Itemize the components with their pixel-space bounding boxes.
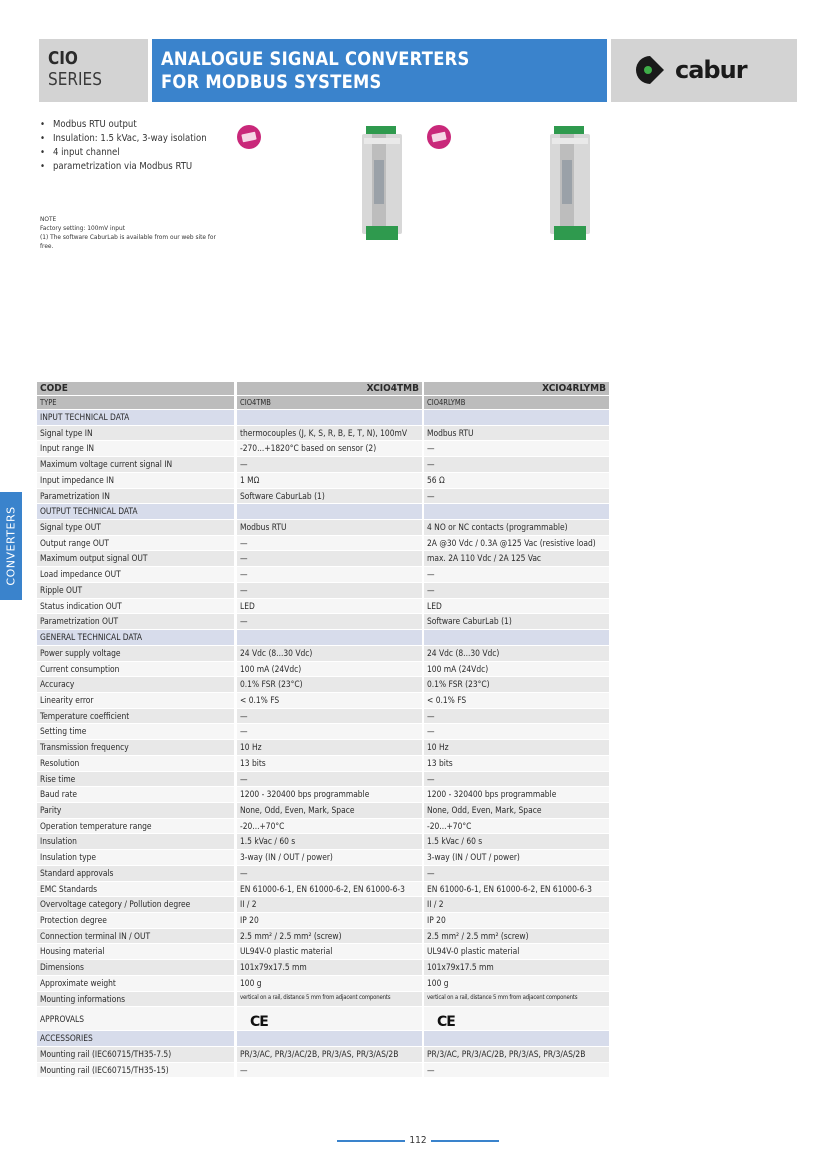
table-row [37,866,609,882]
cabur-logo-icon [633,53,773,87]
row-value: None, Odd, Even, Mark, Space [424,803,609,818]
table-row [37,772,609,788]
row-value: 1.5 kVac / 60 s [237,834,422,849]
row-value: IP 20 [424,913,609,928]
row-value: IP 20 [237,913,422,928]
row-value: — [237,772,422,787]
feature-item: • Insulation: 1.5 kVac, 3-way isolation [40,132,207,146]
row-value: 2A @30 Vdc / 0.3A @125 Vac (resistive load) [424,536,609,551]
row-label: Dimensions [37,960,234,975]
page-number: 112 [405,1135,431,1146]
row-value: -20...+70°C [424,819,609,834]
feature-item: • parametrization via Modbus RTU [40,160,207,174]
table-row [37,929,609,945]
row-value: Software CaburLab (1) [424,614,609,629]
note-block [40,215,230,251]
row-value: — [237,583,422,598]
table-row [37,944,609,960]
row-label: Baud rate [37,787,234,802]
table-row [37,662,609,678]
row-value: 100 mA (24Vdc) [424,662,609,677]
table-row [37,426,609,442]
row-value: 24 Vdc (8...30 Vdc) [237,646,422,661]
row-value: — [424,866,609,881]
row-label: Power supply voltage [37,646,234,661]
row-value: II / 2 [237,897,422,912]
row-label: Accuracy [37,677,234,692]
row-label: Overvoltage category / Pollution degree [37,897,234,912]
row-label: Mounting rail (IEC60715/TH35-15) [37,1063,234,1078]
section-title: ACCESSORIES [37,1031,234,1046]
row-value: Modbus RTU [237,520,422,535]
table-header-code [37,382,609,396]
row-value: 100 g [424,976,609,991]
row-label: Insulation [37,834,234,849]
row-value: 2.5 mm² / 2.5 mm² (screw) [424,929,609,944]
type-value: CIO4TMB [237,396,422,409]
row-label: Operation temperature range [37,819,234,834]
row-value: 24 Vdc (8...30 Vdc) [424,646,609,661]
row-value: — [237,1063,422,1078]
table-row [37,819,609,835]
table-row [37,551,609,567]
row-value: None, Odd, Even, Mark, Space [237,803,422,818]
table-row [37,740,609,756]
row-value: — [237,724,422,739]
table-row [37,646,609,662]
table-row [37,1047,609,1063]
page-title [152,39,607,102]
row-value: — [424,567,609,582]
row-label: Connection terminal IN / OUT [37,929,234,944]
row-value: 0.1% FSR (23°C) [237,677,422,692]
section-header [37,410,609,426]
row-label: Linearity error [37,693,234,708]
table-row [37,913,609,929]
row-value: 3-way (IN / OUT / power) [424,850,609,865]
row-value: — [424,441,609,456]
title-line-1: ANALOGUE SIGNAL CONVERTERS [161,48,470,70]
row-label: Status indication OUT [37,599,234,614]
row-value: 1200 - 320400 bps programmable [424,787,609,802]
table-row [37,536,609,552]
section-title: GENERAL TECHNICAL DATA [37,630,234,645]
code-value: XCIO4RLYMB [424,382,609,395]
row-value: LED [237,599,422,614]
approvals-row [37,1007,609,1031]
section-title: INPUT TECHNICAL DATA [37,410,234,425]
row-value: -20...+70°C [237,819,422,834]
row-value: — [237,551,422,566]
table-row [37,457,609,473]
row-value: — [237,567,422,582]
row-value: Software CaburLab (1) [237,489,422,504]
row-value: — [424,724,609,739]
table-row [37,567,609,583]
note-title: NOTE [40,215,57,223]
table-row [37,520,609,536]
row-label: Mounting informations [37,992,234,1007]
row-value: 2.5 mm² / 2.5 mm² (screw) [237,929,422,944]
row-value: — [424,709,609,724]
note-line: Factory setting: 100mV input [40,224,126,232]
row-label: Maximum voltage current signal IN [37,457,234,472]
table-row [37,489,609,505]
table-row [37,473,609,489]
table-row [37,441,609,457]
note-line: (1) The software CaburLab is available from our web site for free. [40,233,216,250]
approvals-label: APPROVALS [37,1007,234,1030]
row-label: Current consumption [37,662,234,677]
row-label: Input impedance IN [37,473,234,488]
table-row [37,709,609,725]
table-row [37,882,609,898]
table-row [37,1063,609,1079]
row-value: 101x79x17.5 mm [237,960,422,975]
row-value: — [424,457,609,472]
row-label: Input range IN [37,441,234,456]
row-value: -270...+1820°C based on sensor (2) [237,441,422,456]
row-label: Maximum output signal OUT [37,551,234,566]
row-label: Protection degree [37,913,234,928]
title-line-2: FOR MODBUS SYSTEMS [161,71,382,93]
table-row [37,850,609,866]
row-value: — [237,866,422,881]
row-value: 1200 - 320400 bps programmable [237,787,422,802]
row-label: Ripple OUT [37,583,234,598]
table-row [37,614,609,630]
row-label: Transmission frequency [37,740,234,755]
section-title: OUTPUT TECHNICAL DATA [37,504,234,519]
row-label: Insulation type [37,850,234,865]
row-label: Standard approvals [37,866,234,881]
section-header [37,504,609,520]
row-value: — [424,1063,609,1078]
feature-list [40,118,207,174]
row-value: 13 bits [237,756,422,771]
table-row [37,756,609,772]
row-value: LED [424,599,609,614]
row-label: Temperature coefficient [37,709,234,724]
row-value: — [237,709,422,724]
ce-mark-icon: CE [250,1014,268,1031]
row-value: vertical on a rail, distance 5 mm from adjacent components [424,992,609,1007]
row-value: < 0.1% FS [237,693,422,708]
row-value: < 0.1% FS [424,693,609,708]
series-box [39,39,148,102]
row-label: Signal type IN [37,426,234,441]
rail-mount-badge-icon [427,125,451,149]
table-row [37,693,609,709]
section-header [37,630,609,646]
series-label: SERIES [48,69,102,90]
spec-table [37,382,609,1078]
row-value: 1.5 kVac / 60 s [424,834,609,849]
row-value: — [237,457,422,472]
row-label: Parity [37,803,234,818]
row-value: EN 61000-6-1, EN 61000-6-2, EN 61000-6-3 [424,882,609,897]
section-header [37,1031,609,1047]
row-value: EN 61000-6-1, EN 61000-6-2, EN 61000-6-3 [237,882,422,897]
row-value: PR/3/AC, PR/3/AC/2B, PR/3/AS, PR/3/AS/2B [237,1047,422,1062]
code-value: XCIO4TMB [237,382,422,395]
row-value: 100 g [237,976,422,991]
row-value: 1 MΩ [237,473,422,488]
row-label: Parametrization IN [37,489,234,504]
row-label: Approximate weight [37,976,234,991]
row-value: UL94V-0 plastic material [237,944,422,959]
row-label: Load impedance OUT [37,567,234,582]
row-value: — [424,583,609,598]
svg-text:cabur: cabur [675,56,747,84]
type-value: CIO4RLYMB [424,396,609,409]
row-label: Parametrization OUT [37,614,234,629]
row-value: max. 2A 110 Vdc / 2A 125 Vac [424,551,609,566]
table-row [37,992,609,1008]
row-label: Setting time [37,724,234,739]
row-value: UL94V-0 plastic material [424,944,609,959]
rail-mount-badge-icon [237,125,261,149]
row-value: 0.1% FSR (23°C) [424,677,609,692]
row-value: PR/3/AC, PR/3/AC/2B, PR/3/AS, PR/3/AS/2B [424,1047,609,1062]
table-row [37,960,609,976]
row-value: — [424,772,609,787]
row-value: 10 Hz [237,740,422,755]
row-label: EMC Standards [37,882,234,897]
row-label: Signal type OUT [37,520,234,535]
table-header-type [37,396,609,410]
row-value: 101x79x17.5 mm [424,960,609,975]
section-side-tab [0,492,22,600]
table-row [37,724,609,740]
product-image-cio4tmb [352,120,412,245]
product-image-cio4rlymb [540,120,600,245]
row-value: thermocouples (J, K, S, R, B, E, T, N), 100mV [237,426,422,441]
row-value: — [424,489,609,504]
row-value: — [237,614,422,629]
table-row [37,677,609,693]
row-label: Housing material [37,944,234,959]
type-label: TYPE [37,396,234,409]
row-value: 4 NO or NC contacts (programmable) [424,520,609,535]
row-label: Mounting rail (IEC60715/TH35-7.5) [37,1047,234,1062]
row-value: — [237,536,422,551]
row-value: 56 Ω [424,473,609,488]
ce-mark-icon: CE [437,1014,455,1031]
table-row [37,599,609,615]
row-value: 13 bits [424,756,609,771]
table-row [37,583,609,599]
row-value: II / 2 [424,897,609,912]
table-row [37,803,609,819]
row-label: Resolution [37,756,234,771]
feature-item: • 4 input channel [40,146,207,160]
row-label: Output range OUT [37,536,234,551]
series-name: CIO [48,48,78,69]
cabur-logo [611,39,797,102]
row-value: vertical on a rail, distance 5 mm from adjacent components [237,992,422,1007]
row-label: Rise time [37,772,234,787]
table-row [37,787,609,803]
table-row [37,976,609,992]
row-value: 100 mA (24Vdc) [237,662,422,677]
table-row [37,834,609,850]
row-value: Modbus RTU [424,426,609,441]
code-label: CODE [37,382,234,395]
row-value: 3-way (IN / OUT / power) [237,850,422,865]
table-row [37,897,609,913]
side-tab-label: CONVERTERS [4,506,18,586]
row-value: 10 Hz [424,740,609,755]
feature-item: • Modbus RTU output [40,118,207,132]
